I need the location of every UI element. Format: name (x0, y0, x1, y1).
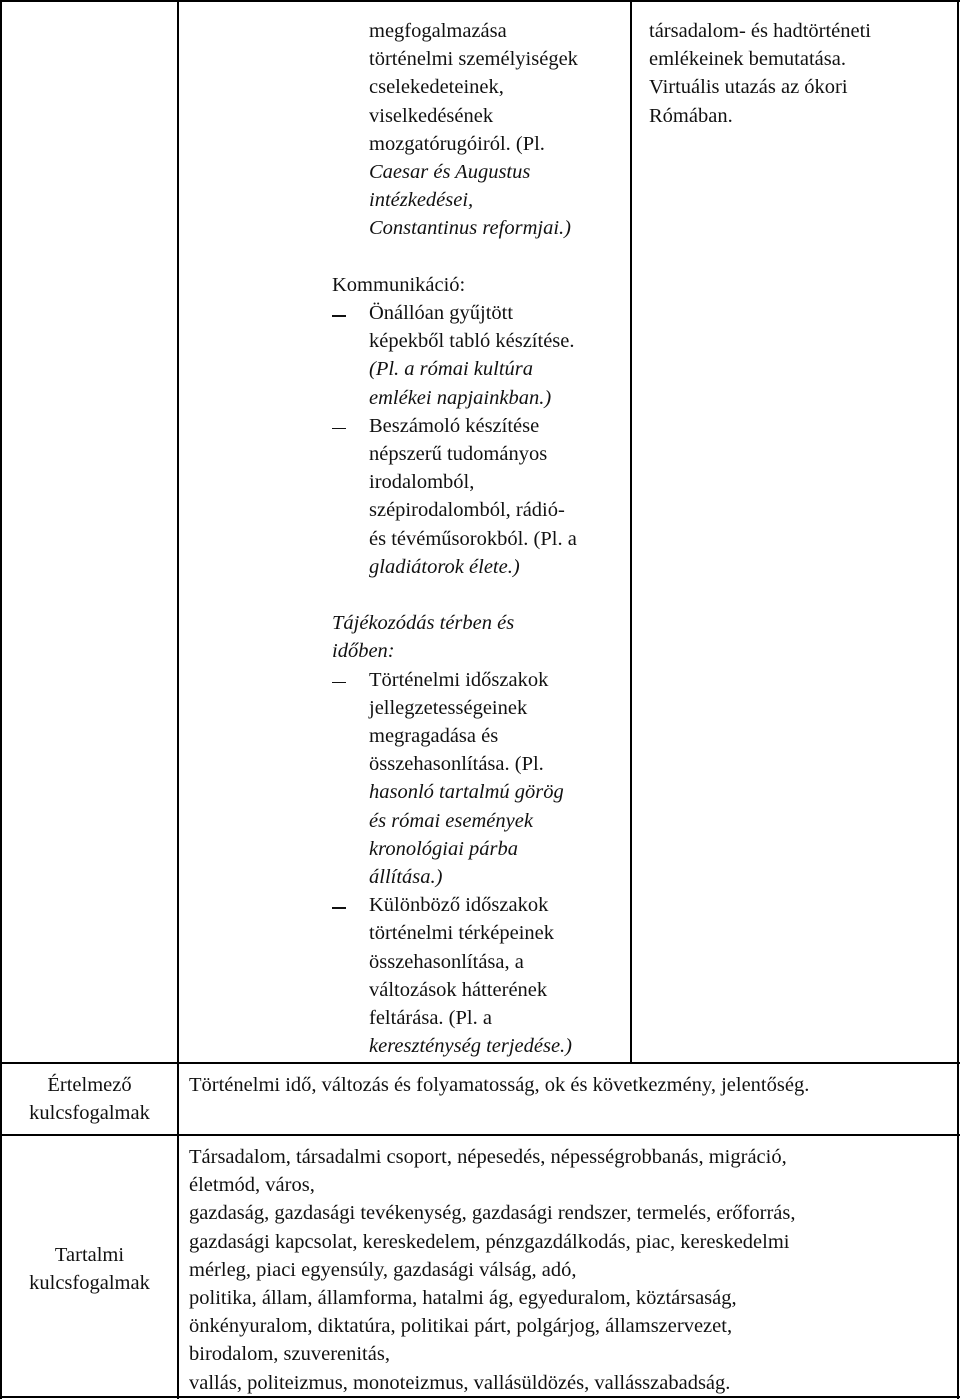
content-concepts-line: politika, állam, államforma, hatalmi ág, egyeduralom, köztársaság, (189, 1287, 737, 1309)
dash-bullet-icon (332, 428, 346, 430)
content-concepts-label (2, 1241, 177, 1297)
interpretive-concepts-text: Történelmi idő, változás és folyamatosság, ok és következmény, jelentőség. (189, 1074, 810, 1096)
bullet-text-line: összehasonlítása, a (369, 950, 524, 973)
demonstration-text-line: emlékeinek bemutatása. (649, 48, 846, 71)
bullet-text-line: változások hátterének (369, 978, 548, 1001)
section-heading: Kommunikáció: (332, 273, 466, 296)
row-divider-interpretive (0, 1062, 960, 1064)
dash-bullet-icon (332, 315, 346, 317)
bullet-text-line: képekből tabló készítése. (369, 330, 575, 353)
bullet-text-line: Beszámoló készítése (369, 414, 540, 437)
interpretive-label-line: kulcsfogalmak (29, 1102, 150, 1125)
activity-text-line: megfogalmazása (369, 20, 507, 42)
section-heading: Tájékozódás térben és (332, 612, 515, 635)
bullet-text-line: emlékei napjainkban.) (369, 386, 552, 409)
content-concepts-line: Társadalom, társadalmi csoport, népesedés, népességrobbanás, migráció, (189, 1146, 787, 1168)
row-divider-content (0, 1134, 960, 1136)
content-label-line: Tartalmi (54, 1244, 125, 1266)
bullet-text-line: Önállóan gyűjtött (369, 302, 514, 324)
bullet-text-line: gladiátorok élete.) (369, 555, 520, 578)
interpretive-concepts-label (2, 1071, 177, 1127)
content-label-line: kulcsfogalmak (29, 1272, 150, 1295)
bullet-text-line: állítása.) (369, 866, 443, 888)
demonstration-text-line: társadalom- és hadtörténeti (649, 20, 871, 42)
activity-text-line: történelmi személyiségek (369, 48, 578, 71)
dash-bullet-icon (332, 907, 346, 909)
activities-column-divider (630, 0, 632, 1063)
bullet-text-line: és tévéműsorokból. (Pl. a (369, 527, 577, 550)
demonstration-text-line: Rómában. (649, 104, 733, 127)
dash-bullet-icon (332, 682, 346, 684)
activity-text-line: Caesar és Augustus (369, 161, 531, 183)
interpretive-label-line: Értelmező (47, 1074, 132, 1096)
bullet-text-line: történelmi térképeinek (369, 922, 554, 945)
label-column-divider (177, 0, 179, 1399)
bullet-text-line: Történelmi időszakok (369, 668, 549, 691)
table-border-left (0, 0, 2, 1399)
bullet-text-line: feltárása. (Pl. a (369, 1007, 492, 1029)
bullet-text-line: összehasonlítása. (Pl. (369, 753, 544, 776)
bullet-text-line: kereszténység terjedése.) (369, 1035, 573, 1058)
activity-text-line: intézkedései, (369, 189, 474, 212)
activity-text-line: viselkedésének (369, 104, 494, 127)
bullet-text-line: Különböző időszakok (369, 894, 549, 917)
content-concepts-line: vallás, politeizmus, monoteizmus, vallásüldözés, vallásszabadság. (189, 1371, 731, 1394)
bullet-text-line: kronológiai párba (369, 837, 519, 860)
bullet-text-line: megragadása és (369, 725, 499, 747)
bullet-text-line: jellegzetességeinek (369, 696, 528, 719)
bullet-text-line: irodalomból, (369, 471, 475, 494)
content-concepts-line: gazdaság, gazdasági tevékenység, gazdasági rendszer, termelés, erőforrás, (189, 1202, 796, 1225)
bullet-text-line: (Pl. a római kultúra (369, 358, 533, 381)
activity-text-line: mozgatórugóiról. (Pl. (369, 132, 545, 155)
content-concepts-line: mérleg, piaci egyensúly, gazdasági válság, adó, (189, 1258, 577, 1281)
content-concepts-line: birodalom, szuverenitás, (189, 1343, 390, 1366)
table-border-right (957, 0, 959, 1399)
bullet-text-line: hasonló tartalmú görög (369, 781, 564, 804)
activity-text-line: cselekedeteinek, (369, 76, 504, 99)
demonstration-text-line: Virtuális utazás az ókori (649, 76, 848, 99)
bullet-text-line: és római események (369, 809, 533, 832)
content-concepts-line: önkényuralom, diktatúra, politikai párt, polgárjog, államszervezet, (189, 1315, 733, 1338)
content-concepts-line: gazdasági kapcsolat, kereskedelem, pénzgazdálkodás, piac, kereskedelmi (189, 1230, 790, 1253)
content-concepts-line: életmód, város, (189, 1174, 315, 1197)
table-border-top (0, 0, 960, 2)
section-heading: időben: (332, 640, 395, 663)
bullet-text-line: népszerű tudományos (369, 443, 548, 465)
activity-text-line: Constantinus reformjai.) (369, 217, 571, 240)
bullet-text-line: szépirodalomból, rádió- (369, 499, 565, 522)
